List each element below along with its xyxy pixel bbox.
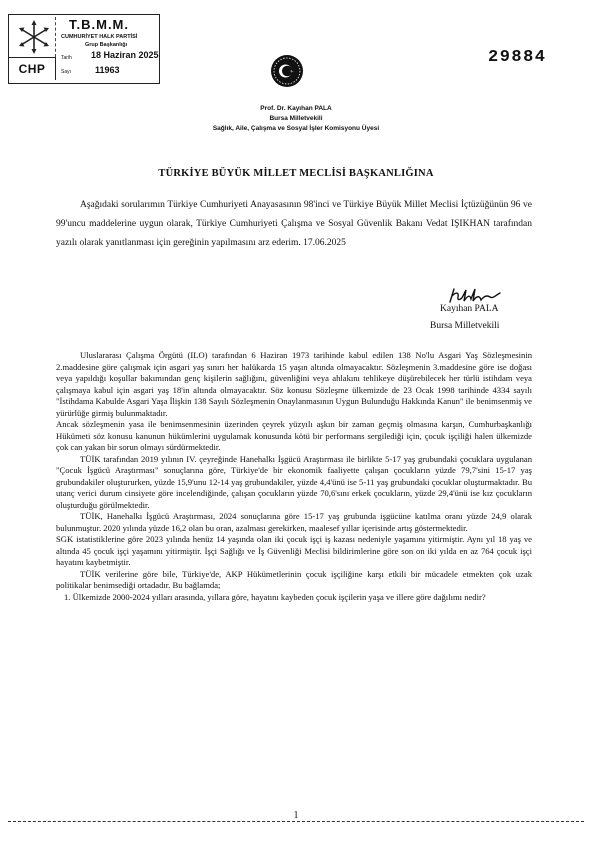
- justification-text: [56, 350, 532, 603]
- paragraph: TÜİK, Hanehalkı İşgücü Araştırması, 2024 sonuçlarına göre 15-17 yaş grubunda işgücüne katılma oranı yüzde 24,9 olarak bulunmuştur. 2020 yılında yüzde 16,2 olan bu oran, azalması gerekirken, maalesef yıllar içerisinde artış göstermektedir.: [56, 511, 532, 533]
- tbmm-emblem-icon: [270, 54, 304, 88]
- paragraph: Uluslararası Çalışma Örgütü (ILO) tarafından 6 Haziran 1973 tarihinde kabul edilen 138 No'lu Asgari Yaş Sözleşmesinin 2.maddesine göre çalışmak için asgari yaş sınırı her halükarda 15 yaşın altında olmayacaktır. Sözleşmenin 3.maddesine göre ise doğası veya yapıldığı koşullar bakımından genç kişilerin sağlığını, güvenliğini veya ahlakını tehlikeye düşürebilecek her türlü istihdam veya çalışmaya kabul için asgari yaş 18'in altında olmayacaktır. Söz konusu Sözleşme ülkemizde de 23 Ocak 1998 tarihinde 4334 sayılı "İstihdama Kabulde Asgari Yaşa İlişkin 138 Sayılı Sözleşmenin Onaylanmasının Uygun Bulunduğu Hakkında Kanun" ile benimsenmiş ve yürürlüğe girmiş bulunmaktadır.: [56, 350, 532, 418]
- registry-stamp: [8, 14, 160, 84]
- page-number: 1: [293, 810, 299, 821]
- document-heading: TÜRKİYE BÜYÜK MİLLET MECLİSİ BAŞKANLIĞINA: [158, 168, 434, 179]
- intro-paragraph: Aşağıdaki sorularımın Türkiye Cumhuriyeti Anayasasının 98'inci ve Türkiye Büyük Millet Meclisi İçtüzüğünün 96 ve 99'uncu maddelerine uygun olarak, Türkiye Cumhuriyeti Çalışma ve Sosyal Güvenlik Bakanı Vedat IŞIKHAN tarafından yazılı olarak yanıtlanması için gereğinin yapılmasını arz ederim. 17.06.2025: [56, 200, 532, 248]
- sender-committee: Sağlık, Aile, Çalışma ve Sosyal İşler Komisyonu Üyesi: [212, 125, 380, 132]
- party-code: CHP: [9, 57, 56, 80]
- paragraph: TÜİK verilerine göre bile, Türkiye'de, AKP Hükümetlerinin çocuk işçiliğine karşı etkili bir mücadele etmekten çok uzak politikalar benimsediği ortadadır. Bu bağlamda;: [56, 568, 532, 590]
- paragraph: SGK istatistiklerine göre 2023 yılında henüz 14 yaşında olan iki çocuk işçi iş kazası nedeniyle yaşamını yitirmiştir. Aynı yıl 18 yaş ve altında 45 çocuk işçi yaşamını yitirmiştir. İşçi Sağlığı ve İş Güvenliği Meclisi bildirimlerine göre son on iki yılda en az 764 çocuk işçi hayatını kaybetmiştir.: [56, 534, 532, 567]
- question-item: 1. Ülkemizde 2000-2024 yılları arasında, yıllara göre, hayatını kaybeden çocuk işçilerin yaşa ve illere göre dağılımı nedir?: [64, 591, 486, 602]
- sender-name: Prof. Dr. Kayıhan PALA: [260, 105, 332, 112]
- sender-role: Bursa Milletvekili: [269, 115, 323, 122]
- assembly-abbreviation: T.B.M.M.: [69, 17, 129, 32]
- chp-six-arrows-logo: [11, 17, 56, 57]
- date-value: 18 Haziran 2025: [91, 50, 159, 60]
- sender-block: [0, 104, 592, 134]
- paragraph: Ancak sözleşmenin yasa ile benimsenmesinin üzerinden çeyrek yüzyılı aşkın bir zaman geçmiş olmasına karşın, Cumhurbaşkanlığı Hükümeti söz konusu kanunun hükümlerini uygulamak konusunda kötü bir performans sergilediği için, çocuk işçiliği halen ülkemizde çok can yakan bir sorun olmayı sürdürmektedir.: [56, 419, 532, 452]
- paragraph: TÜİK tarafından 2019 yılının IV. çeyreğinde Hanehalkı İşgücü Araştırması ile birlikte 5-17 yaş grubundaki çocuklara uygulanan "Çocuk İşgücü Araştırması" sonuçlarına göre, Türkiye'de bir ekonomik faaliyette çalışan çocukların yüzde 79,7'sini 15-17 yaş grubundakiler oluştururken, yüzde 15,9'unu 12-14 yaş grubundakiler, yüzde 4,4'ünü ise 5-11 yaş grubundaki çocuklar oluşturmaktadır. Bu utanç verici durum cinsiyete göre incelendiğinde, çalışan çocukların yüzde 70,6'sını erkek çocukların, yüzde 29,4'ünü ise kız çocukların oluşturduğu görülmektedir.: [56, 453, 532, 510]
- date-label: Tarih: [61, 55, 72, 61]
- party-name: CUMHURİYET HALK PARTİSİ: [61, 34, 138, 40]
- group-office: Grup Başkanlığı: [85, 42, 128, 48]
- footer-divider: [8, 821, 584, 822]
- number-label: Sayı: [61, 69, 72, 75]
- signature-title: Bursa Milletvekili: [430, 321, 500, 331]
- signature-name: Kayıhan PALA: [440, 304, 499, 314]
- question-list: [56, 592, 532, 604]
- document-number: 29884: [488, 48, 547, 67]
- number-value: 11963: [95, 65, 120, 75]
